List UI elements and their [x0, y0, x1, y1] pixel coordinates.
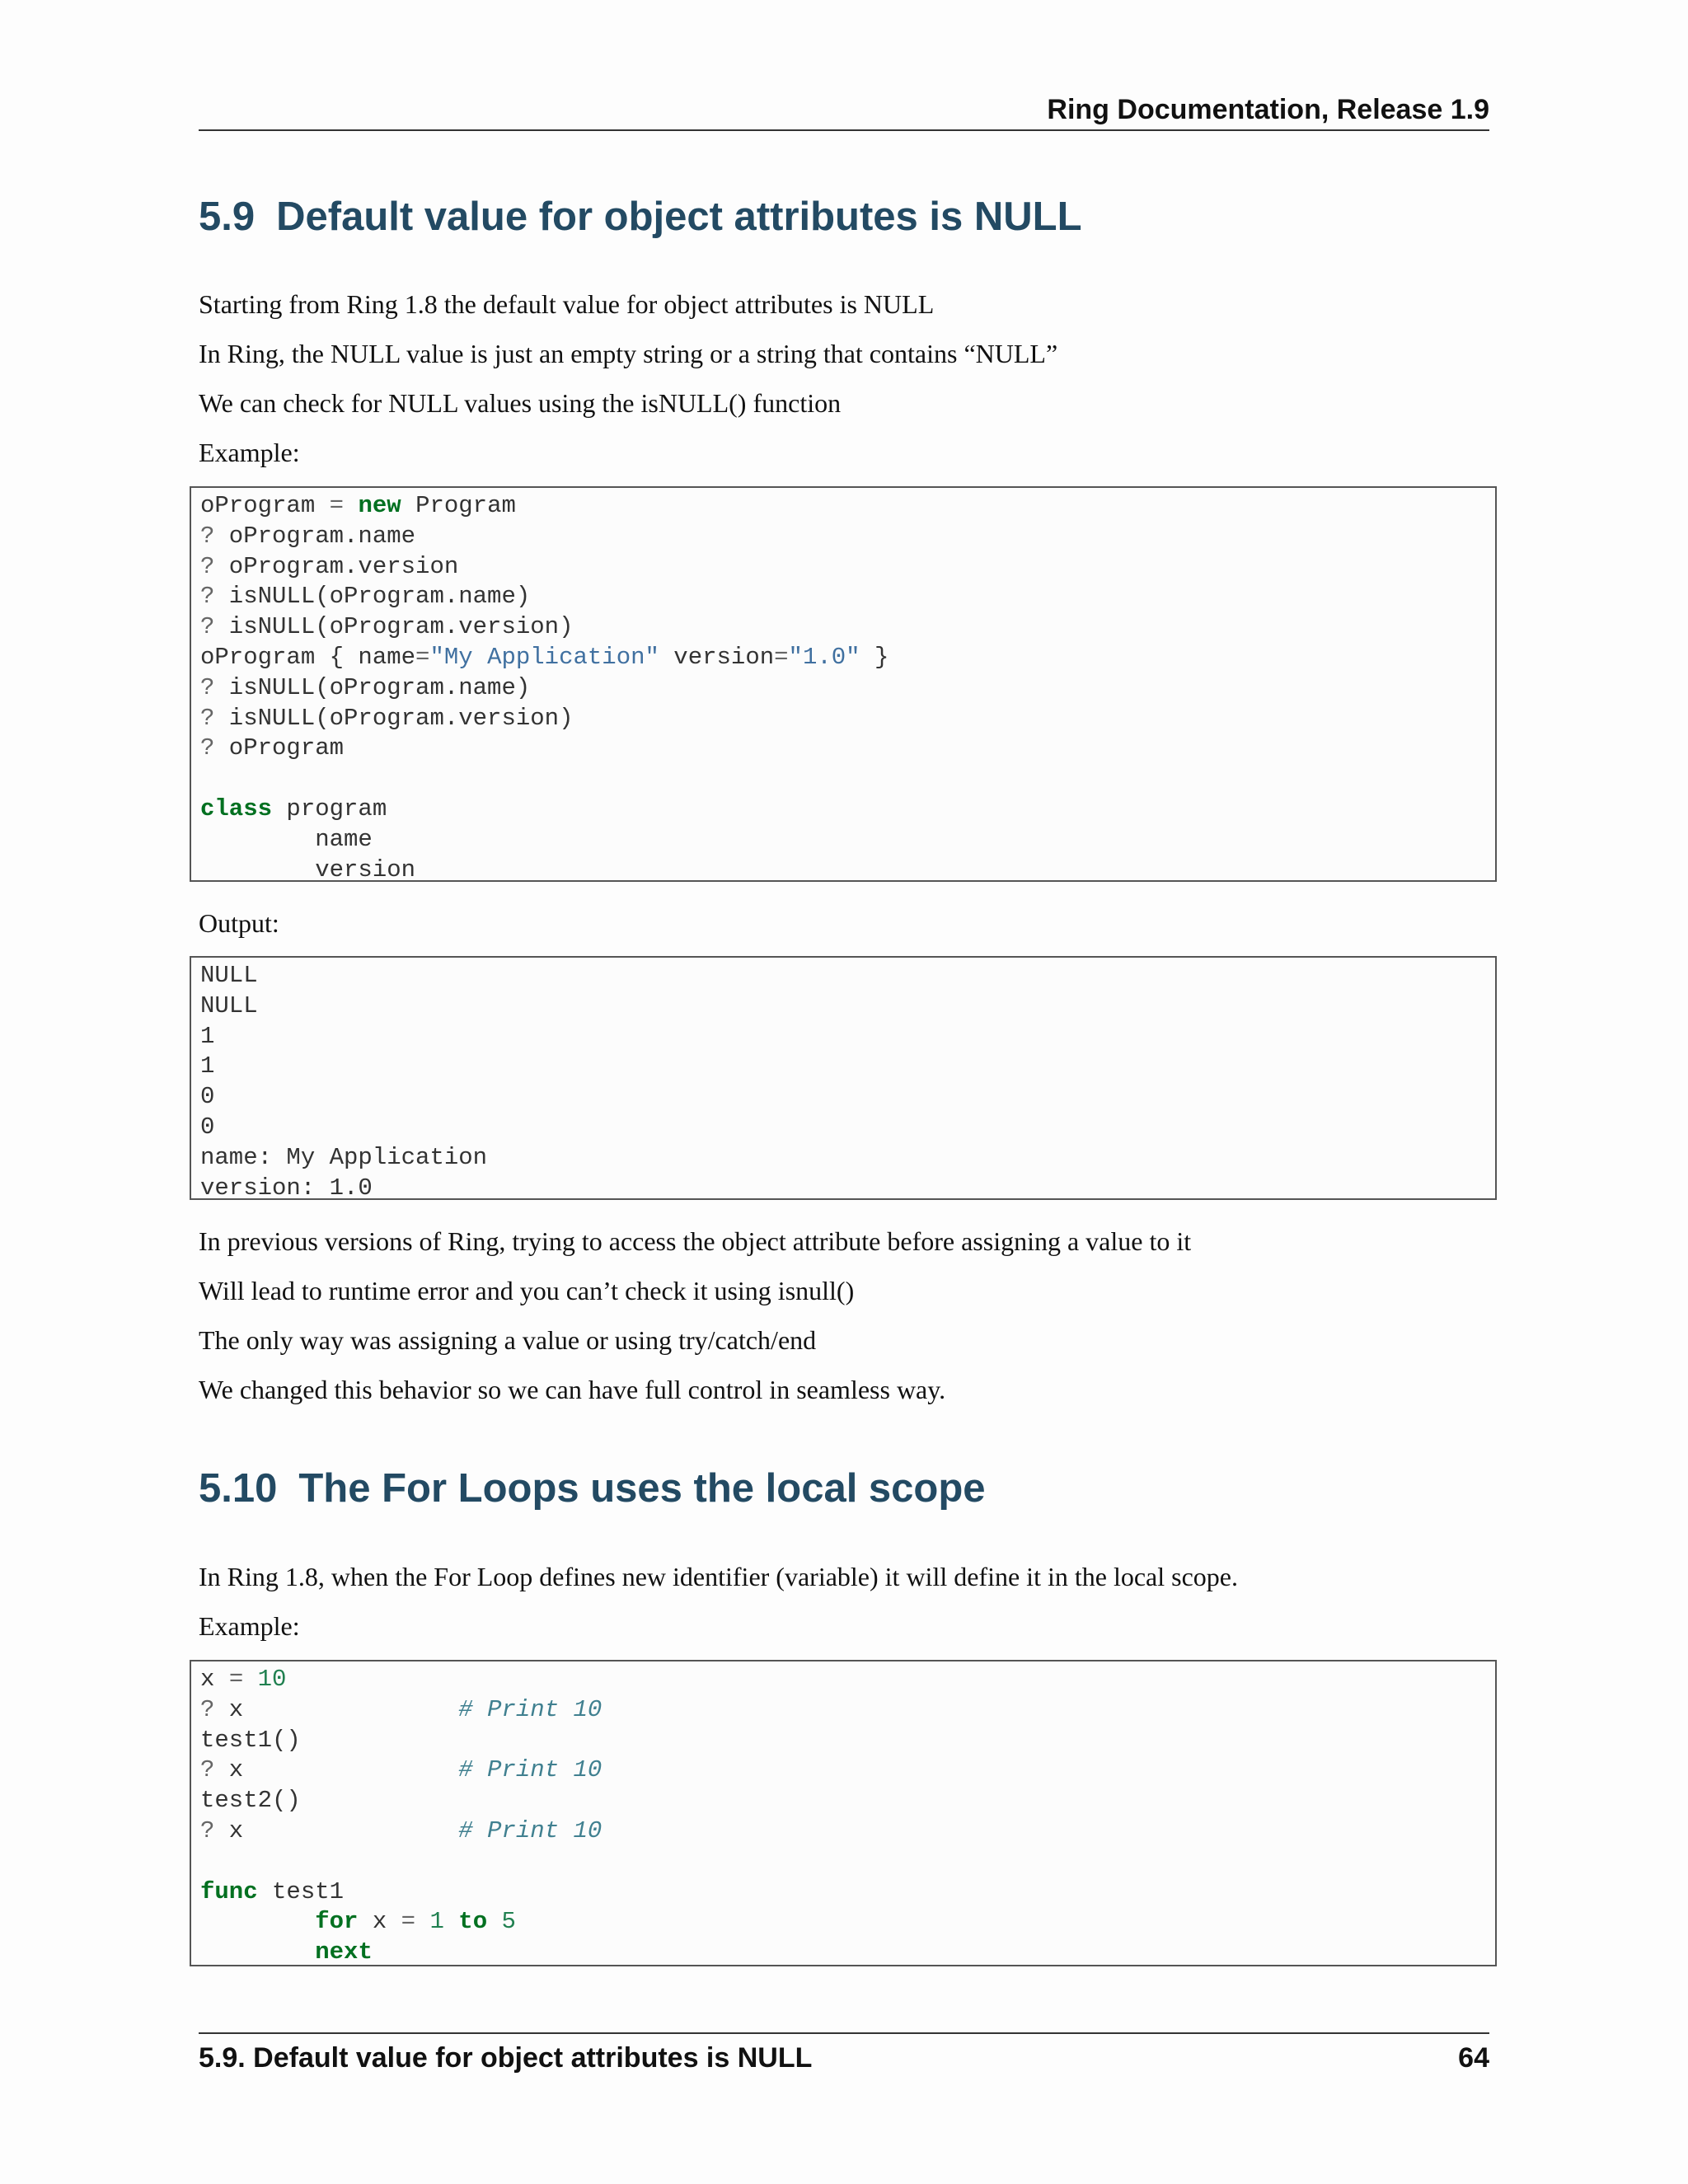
- paragraph: We changed this behavior so we can have full control in seamless way.: [199, 1375, 946, 1404]
- section-title: The For Loops uses the local scope: [298, 1466, 986, 1511]
- output-line: 0: [200, 1083, 215, 1111]
- code-line: func test1: [200, 1877, 345, 1905]
- code-line: ? oProgram.name: [200, 522, 416, 550]
- section-heading-5-9: [199, 194, 1082, 240]
- code-line: ? isNULL(oProgram.version): [200, 704, 574, 732]
- paragraph: The only way was assigning a value or using try/catch/end: [199, 1325, 817, 1355]
- section-number: 5.10: [199, 1466, 278, 1511]
- code-line: ? isNULL(oProgram.name): [200, 673, 531, 701]
- code-line: ? oProgram: [200, 734, 345, 762]
- paragraph: Example:: [199, 438, 300, 467]
- code-line: ? isNULL(oProgram.version): [200, 613, 574, 641]
- paragraph: In Ring 1.8, when the For Loop defines new identifier (variable) it will define it in the local scope.: [199, 1562, 1238, 1591]
- paragraph: In Ring, the NULL value is just an empty string or a string that contains “NULL”: [199, 339, 1058, 368]
- code-line: next: [315, 1938, 373, 1966]
- output-line: 1: [200, 1022, 215, 1050]
- page-number: 64: [1458, 2042, 1489, 2074]
- code-line: ? x # Print 10: [200, 1756, 603, 1784]
- paragraph: Output:: [199, 908, 279, 938]
- code-line: test1(): [200, 1726, 301, 1754]
- code-line: [200, 764, 1495, 794]
- code-line: ? x # Print 10: [200, 1816, 603, 1844]
- code-block-output: [190, 956, 1497, 1200]
- output-line: name: My Application: [200, 1143, 488, 1171]
- output-line: NULL: [200, 991, 258, 1019]
- footer-section-title: 5.9. Default value for object attributes is NULL: [199, 2042, 813, 2074]
- code-line: for x = 1 to 5: [315, 1908, 516, 1936]
- code-line: oProgram { name="My Application" version="1.0" }: [200, 643, 889, 671]
- code-line: class program: [200, 794, 387, 823]
- code-line: version: [200, 855, 416, 883]
- paragraph: Will lead to runtime error and you can’t check it using isnull(): [199, 1276, 855, 1305]
- paragraph: We can check for NULL values using the isNULL() function: [199, 388, 842, 418]
- output-line: version: 1.0: [200, 1174, 373, 1202]
- footer-rule: [199, 2032, 1489, 2034]
- paragraph: Starting from Ring 1.8 the default value for object attributes is NULL: [199, 289, 935, 319]
- code-line: x = 10: [200, 1666, 287, 1693]
- code-line: ? oProgram.version: [200, 552, 459, 580]
- code-line: oProgram = new Program: [200, 492, 516, 519]
- section-heading-5-10: [199, 1465, 986, 1511]
- code-line: ? isNULL(oProgram.name): [200, 583, 531, 611]
- code-line: ? x # Print 10: [200, 1695, 603, 1723]
- output-line: NULL: [200, 962, 258, 989]
- output-line: 0: [200, 1113, 215, 1141]
- section-title: Default value for object attributes is NULL: [276, 194, 1082, 239]
- code-line: name: [200, 825, 373, 853]
- section-number: 5.9: [199, 194, 256, 239]
- paragraph: In previous versions of Ring, trying to access the object attribute before assigning a value to it: [199, 1226, 1192, 1256]
- code-block-example-2: [190, 1660, 1497, 1966]
- running-header: Ring Documentation, Release 1.9: [1047, 94, 1489, 125]
- code-line: test2(): [200, 1787, 301, 1815]
- code-line: [200, 1847, 1495, 1877]
- paragraph: Example:: [199, 1611, 300, 1641]
- header-rule: [199, 129, 1489, 131]
- output-line: 1: [200, 1052, 215, 1080]
- code-block-example-1: [190, 486, 1497, 882]
